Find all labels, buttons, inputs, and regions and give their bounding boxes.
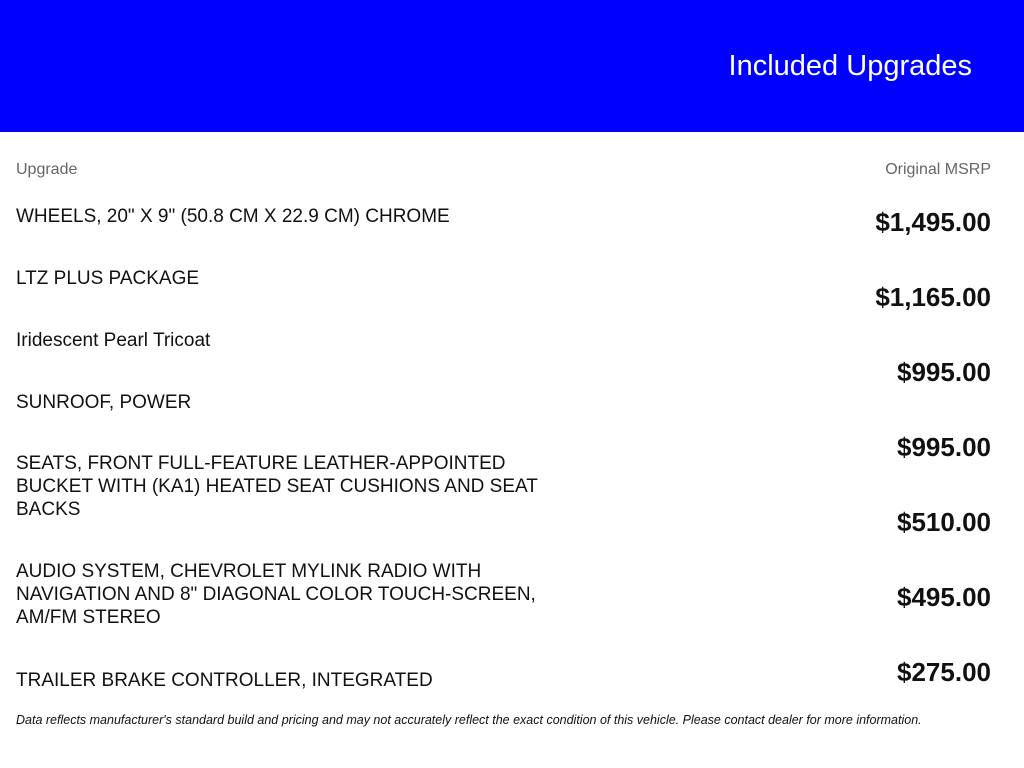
- upgrade-name: LTZ PLUS PACKAGE: [16, 268, 200, 289]
- disclaimer-footnote: Data reflects manufacturer's standard build and pricing and may not accurately reflect the exact condition of this vehicle. Please contact dealer for more information.: [16, 713, 922, 727]
- header-banner: [0, 0, 1024, 132]
- upgrade-name: Iridescent Pearl Tricoat: [16, 330, 211, 351]
- upgrade-price: $995.00: [897, 357, 991, 387]
- upgrade-price: $1,165.00: [875, 282, 991, 312]
- upgrade-price: $1,495.00: [875, 207, 991, 237]
- msrp-column-header: Original MSRP: [885, 161, 991, 178]
- upgrade-price: $510.00: [897, 507, 991, 537]
- upgrade-price: $495.00: [897, 582, 991, 612]
- upgrade-name: WHEELS, 20" X 9" (50.8 CM X 22.9 CM) CHROME: [16, 206, 450, 227]
- upgrade-name: TRAILER BRAKE CONTROLLER, INTEGRATED: [16, 670, 433, 691]
- upgrade-column-header: Upgrade: [16, 161, 78, 178]
- upgrade-price: $995.00: [897, 432, 991, 462]
- upgrade-price: $275.00: [897, 657, 991, 687]
- upgrade-name: SUNROOF, POWER: [16, 392, 192, 413]
- page-title: Included Upgrades: [728, 50, 972, 82]
- upgrade-name: AUDIO SYSTEM, CHEVROLET MYLINK RADIO WITH NAVIGATION AND 8" DIAGONAL COLOR TOUCH-SCREEN, AM/FM STEREO: [16, 561, 536, 628]
- upgrade-name: SEATS, FRONT FULL-FEATURE LEATHER-APPOINTED BUCKET WITH (KA1) HEATED SEAT CUSHIONS AND SEAT BACKS: [16, 453, 538, 520]
